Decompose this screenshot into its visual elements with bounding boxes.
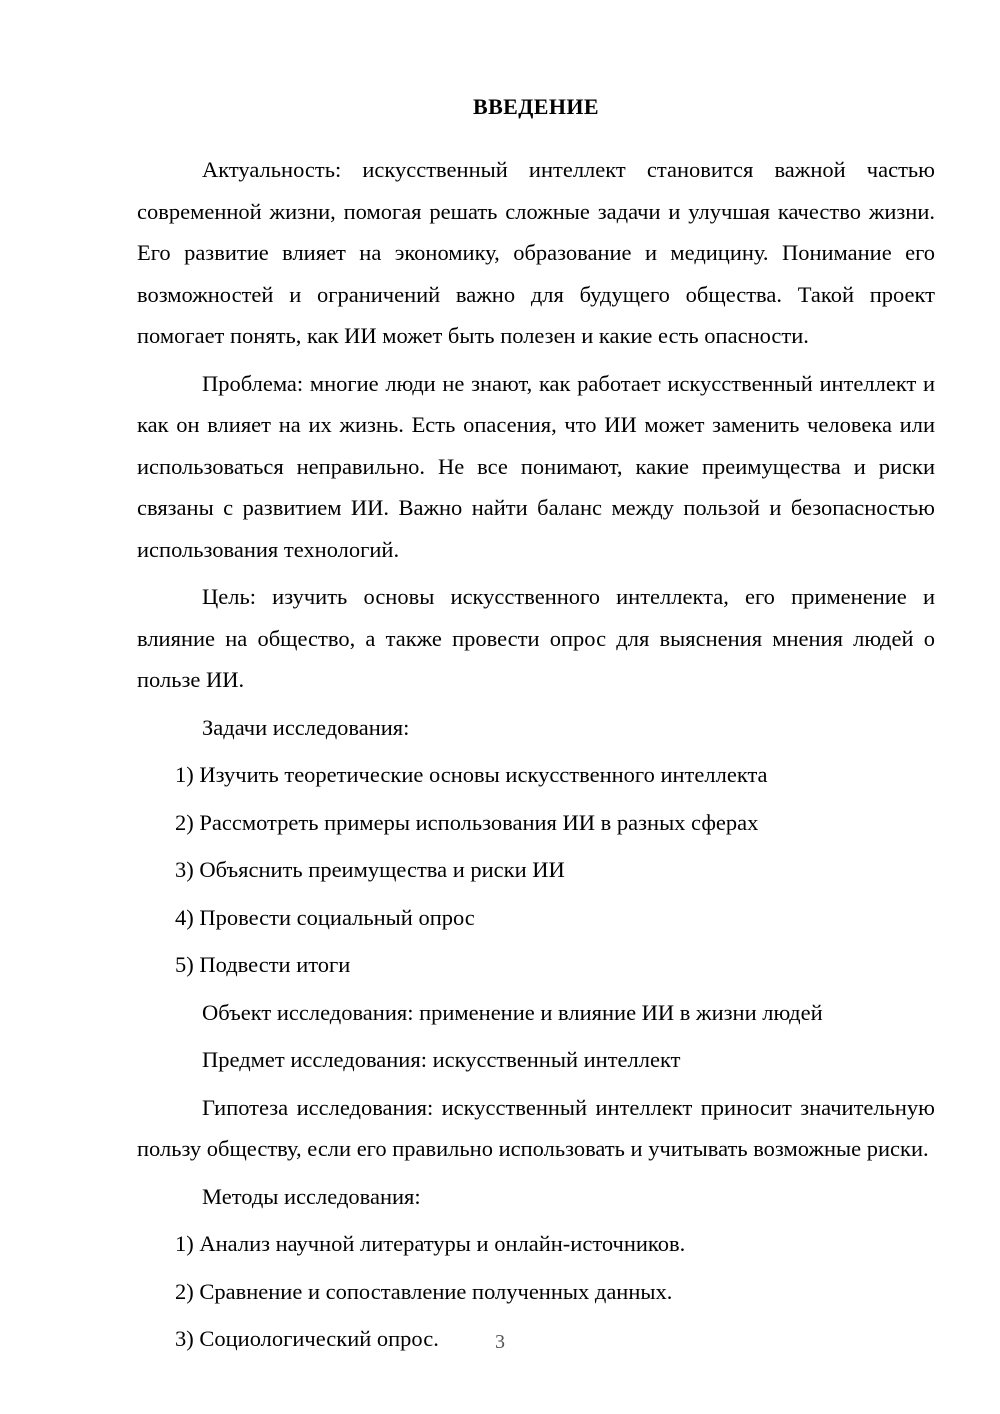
- list-item: 1) Анализ научной литературы и онлайн-источников.: [175, 1231, 686, 1256]
- heading-tasks: Задачи исследования:: [202, 714, 410, 740]
- list-item: 3) Социологический опрос.: [175, 1326, 439, 1351]
- list-item: 2) Рассмотреть примеры использования ИИ в разных сферах: [175, 809, 759, 835]
- list-item: 2) Сравнение и сопоставление полученных данных.: [175, 1278, 673, 1304]
- line-subject-of-research: Предмет исследования: искусственный интеллект: [202, 1047, 681, 1072]
- list-item: 4) Провести социальный опрос: [175, 904, 475, 930]
- paragraph-goal: Цель: изучить основы искусственного интеллекта, его применение и влияние на общество, а также провести опрос для выяснения мнения людей о пользе ИИ.: [137, 584, 935, 692]
- document-body: [137, 86, 935, 1366]
- paragraph-hypothesis: Гипотеза исследования: искусственный интеллект приносит значительную пользу обществу, если его правильно использовать и учитывать возможные риски.: [137, 1094, 935, 1161]
- page-title: ВВЕДЕНИЕ: [473, 94, 599, 119]
- heading-methods: Методы исследования:: [202, 1183, 421, 1209]
- page-number: 3: [495, 1331, 505, 1353]
- paragraph-relevance: Актуальность: искусственный интеллект становится важной частью современной жизни, помогая решать сложные задачи и улучшая качество жизни. Его развитие влияет на экономику, образование и медицину. Понимание его возможностей и ограничений важно для будущего общества. Такой проект помогает понять, как ИИ может быть полезен и какие есть опасности.: [137, 157, 935, 348]
- list-item: 1) Изучить теоретические основы искусственного интеллекта: [175, 762, 768, 787]
- paragraph-problem: Проблема: многие люди не знают, как работает искусственный интеллект и как он влияет на их жизнь. Есть опасения, что ИИ может заменить человека или использоваться неправильно. Не все понимают, какие преимущества и риски связаны с развитием ИИ. Важно найти баланс между пользой и безопасностью использования технологий.: [137, 370, 935, 562]
- line-object-of-research: Объект исследования: применение и влияние ИИ в жизни людей: [202, 999, 823, 1025]
- list-item: 3) Объяснить преимущества и риски ИИ: [175, 857, 565, 882]
- list-item: 5) Подвести итоги: [175, 952, 351, 977]
